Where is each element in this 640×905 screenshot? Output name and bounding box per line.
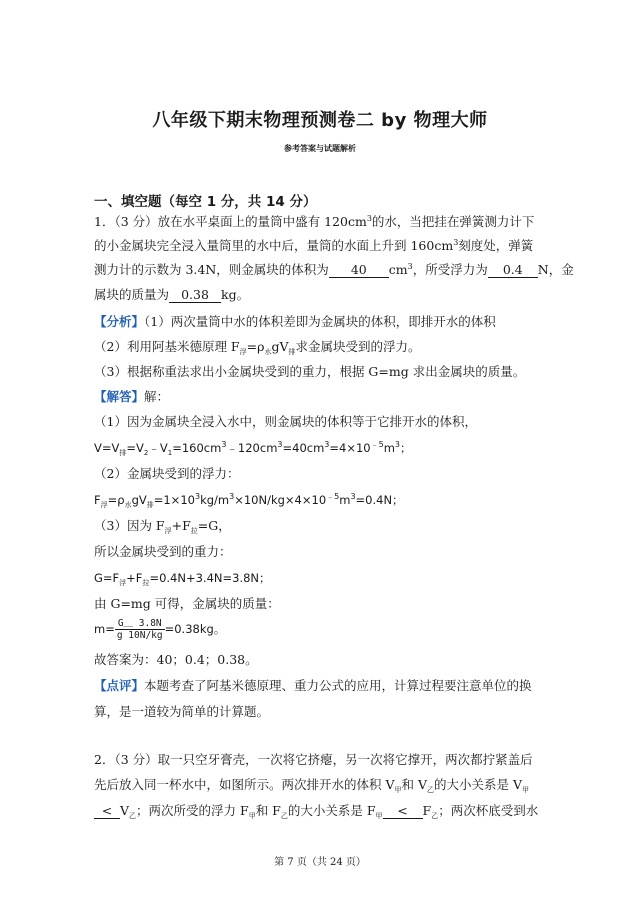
page-title: 八年级下期末物理预测卷二 by 物理大师 <box>152 110 488 131</box>
analysis-line-2: （2）利用阿基米德原理 $F_浮=\rho_水gV_排$求金属块受到的浮力。 <box>94 339 421 356</box>
q2-line-3: < $V_乙$；两次所受的浮力 $F_甲$和 $F_乙$的大小关系是 $F_甲 < F_乙$；两次杯底受到水 <box>94 803 554 819</box>
solution-line-9: m= $\frac{G\_ 3.8N}{g 10N/kg}$ =0.38kg。 <box>94 618 226 641</box>
solution-line-7: $G=F_浮+F_拉=0.4N+3.4N=3.8N$； <box>94 571 271 587</box>
q1-line-3: 测力计的示数为 3.4N，则金属块的体积为 40 $cm^3$，所受浮力为 0.4 N，金 <box>94 262 574 277</box>
solution-line-5: （3）因为 $F_浮+F_拉=G$， <box>94 518 231 535</box>
solution-line-4: $F_浮=\rho_水gV_排=1\times 10^3kg/m^3\times 10N/kg\times 4\times 10^{﹣5}m^3=0.4N$； <box>94 492 404 509</box>
answer-blank-force-relation: < <box>383 804 423 819</box>
section-heading: 一、填空题（每空 1 分，共 14 分） <box>94 194 317 210</box>
q1-line-4: 属块的质量为 0.38 kg。 <box>94 287 250 302</box>
analysis-tag: 【分析】 <box>94 314 145 329</box>
solution-header: 【解答】解： <box>94 389 170 404</box>
page-footer: 第 7 页（共 24 页） <box>274 857 366 868</box>
answer-blank-volume: 40 <box>329 263 389 278</box>
solution-line-8: 由 G=mg 可得，金属块的质量： <box>94 596 280 611</box>
solution-tag: 【解答】 <box>94 389 145 404</box>
comment-tag: 【点评】 <box>94 678 145 693</box>
analysis-line-1: 【分析】（1）两次量筒中水的体积差即为金属块的体积，即排开水的体积 <box>94 314 496 329</box>
comment-line-1: 【点评】本题考查了阿基米德原理、重力公式的应用，计算过程要注意单位的换 <box>94 678 532 693</box>
q2-line-2: 先后放入同一杯水中，如图所示。两次排开水的体积 $V_甲$和 $V_乙$的大小关系是 $V_甲$ <box>94 777 530 794</box>
q1-line-1: 1．（3 分）放在水平桌面上的量筒中盛有 $120cm^3$的水，当把挂在弹簧测力计下 <box>94 214 535 229</box>
solution-line-6: 所以金属块受到的重力： <box>94 544 232 559</box>
answer-blank-buoyancy: 0.4 <box>488 263 538 278</box>
comment-line-2: 算，是一道较为简单的计算题。 <box>94 704 270 719</box>
solution-line-3: （2）金属块受到的浮力： <box>94 466 240 481</box>
answer-blank-mass: 0.38 <box>169 288 221 303</box>
analysis-line-3: （3）根据称重法求出小金属块受到的重力，根据 G=mg 求出金属块的质量。 <box>94 364 526 379</box>
q2-line-1: 2．（3 分）取一只空牙膏壳，一次将它挤瘪，另一次将它撑开，两次都拧紧盖后 <box>94 752 533 767</box>
mass-fraction: $\frac{G\_ 3.8N}{g 10N/kg}$ <box>116 618 163 641</box>
final-answer-line: 故答案为：40；0.4；0.38。 <box>94 652 258 667</box>
solution-line-1: （1）因为金属块全浸入水中，则金属块的体积等于它排开水的体积， <box>94 414 477 429</box>
answer-blank-volume-relation: < <box>94 804 120 819</box>
page-subtitle: 参考答案与试题解析 <box>284 144 356 153</box>
solution-line-2: $V=V_排=V_2﹣V_1=160cm^3﹣120cm^3=40cm^3=4\times 10^{﹣5}m^3$； <box>94 440 412 457</box>
q1-line-2: 的小金属块完全浸入量筒里的水中后，量筒的水面上升到 $160cm^3$刻度处，弹簧 <box>94 238 534 253</box>
